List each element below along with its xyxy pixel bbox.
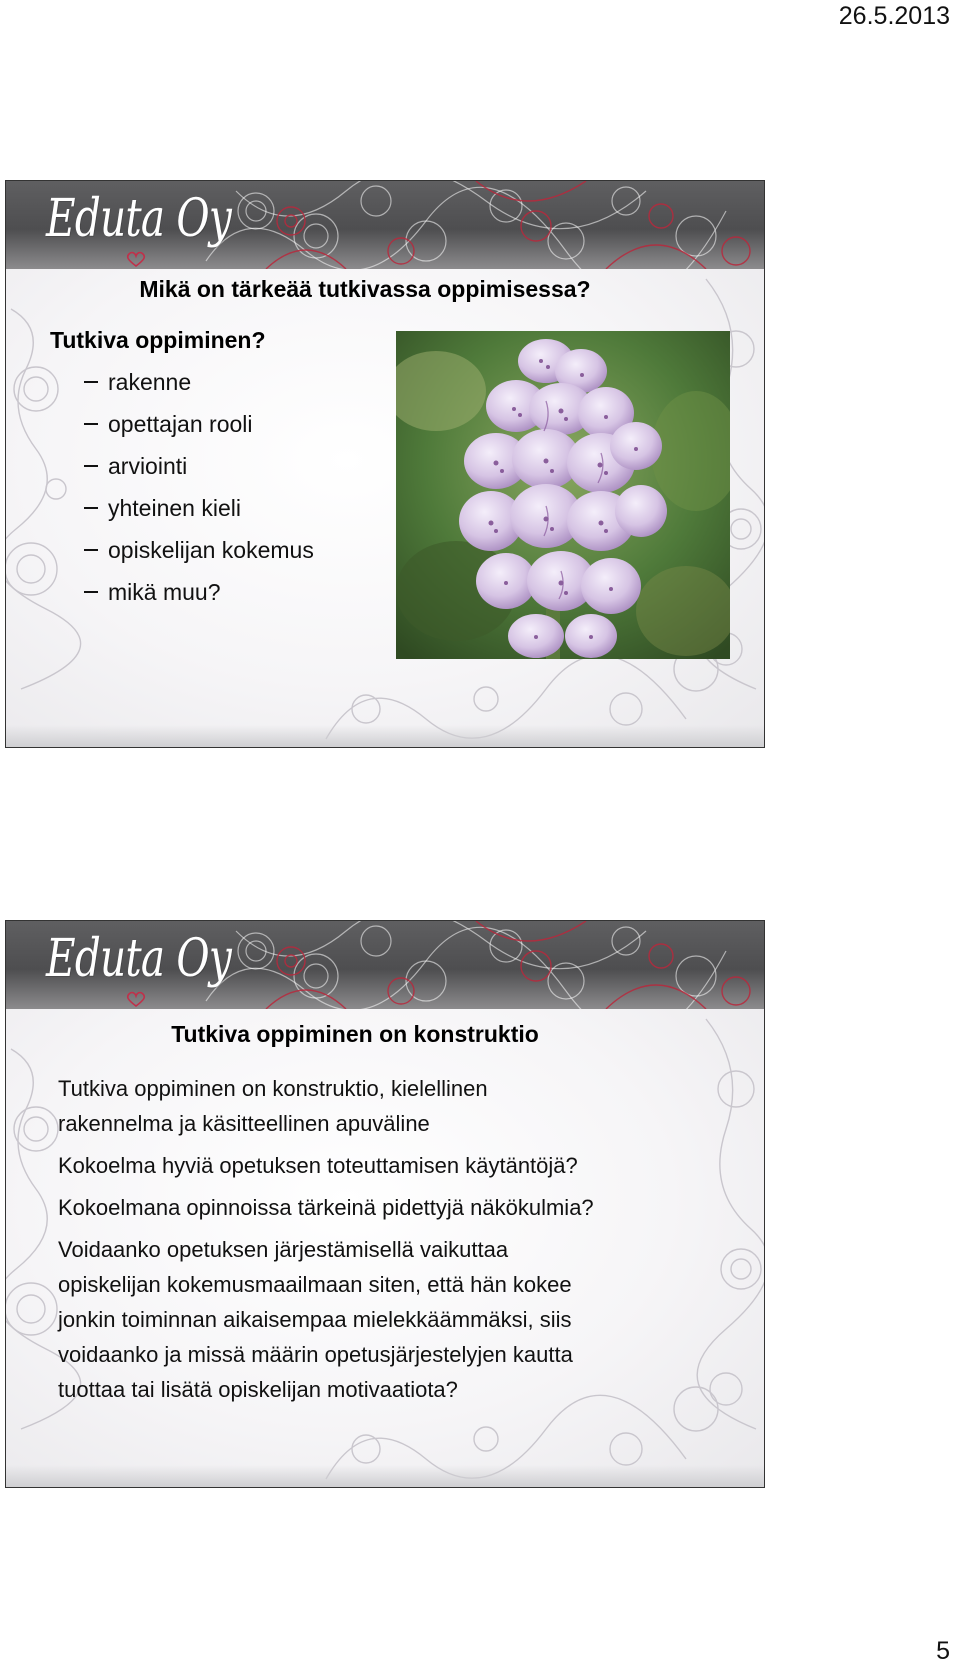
page-date: 26.5.2013 xyxy=(838,2,950,30)
lead-text: Tutkiva oppiminen? xyxy=(50,327,266,353)
dash-icon xyxy=(84,465,98,467)
page-number: 5 xyxy=(936,1637,950,1665)
list-item: rakenne xyxy=(84,361,314,403)
slide-header xyxy=(6,921,764,1009)
slide-title: Mikä on tärkeää tutkivassa oppimisessa? xyxy=(139,276,591,302)
brand-logo: Eduta Oy xyxy=(46,189,231,249)
paragraph: Kokoelma hyviä opetuksen toteuttamisen käytäntöjä? xyxy=(58,1153,578,1178)
slide-header xyxy=(6,181,764,269)
orchid-photo xyxy=(396,331,730,659)
paragraph: Voidaanko opetuksen järjestämisellä vaikuttaa opiskelijan kokemusmaailmaan siten, että hän kokee jonkin toiminnan aikaisempaa mielekkäämmäksi, siis voidaanko ja missä määrin opetusjärjestelyjen kautta tuottaa tai lisätä opiskelijan motivaatiota? xyxy=(58,1237,573,1402)
paragraph: Tutkiva oppiminen on konstruktio, kielellinen rakennelma ja käsitteellinen apuväline xyxy=(58,1076,488,1136)
heart-icon xyxy=(124,251,148,267)
bullet-list xyxy=(84,361,314,613)
brand-logo: Eduta Oy xyxy=(46,929,231,989)
dash-icon xyxy=(84,591,98,593)
slide-title: Tutkiva oppiminen on konstruktio xyxy=(171,1021,539,1047)
slide-footer-band xyxy=(6,1465,764,1487)
dash-icon xyxy=(84,549,98,551)
list-item: arviointi xyxy=(84,445,314,487)
dash-icon xyxy=(84,507,98,509)
slide-footer-band xyxy=(6,725,764,747)
list-item: mikä muu? xyxy=(84,571,314,613)
list-item: opettajan rooli xyxy=(84,403,314,445)
slide-2 xyxy=(5,920,765,1488)
dash-icon xyxy=(84,423,98,425)
list-item: yhteinen kieli xyxy=(84,487,314,529)
slide-paragraphs xyxy=(58,1071,698,1414)
paragraph: Kokoelmana opinnoissa tärkeinä pidettyjä näkökulmia? xyxy=(58,1195,594,1220)
heart-icon xyxy=(124,991,148,1007)
dash-icon xyxy=(84,381,98,383)
slide-1 xyxy=(5,180,765,748)
list-item: opiskelijan kokemus xyxy=(84,529,314,571)
